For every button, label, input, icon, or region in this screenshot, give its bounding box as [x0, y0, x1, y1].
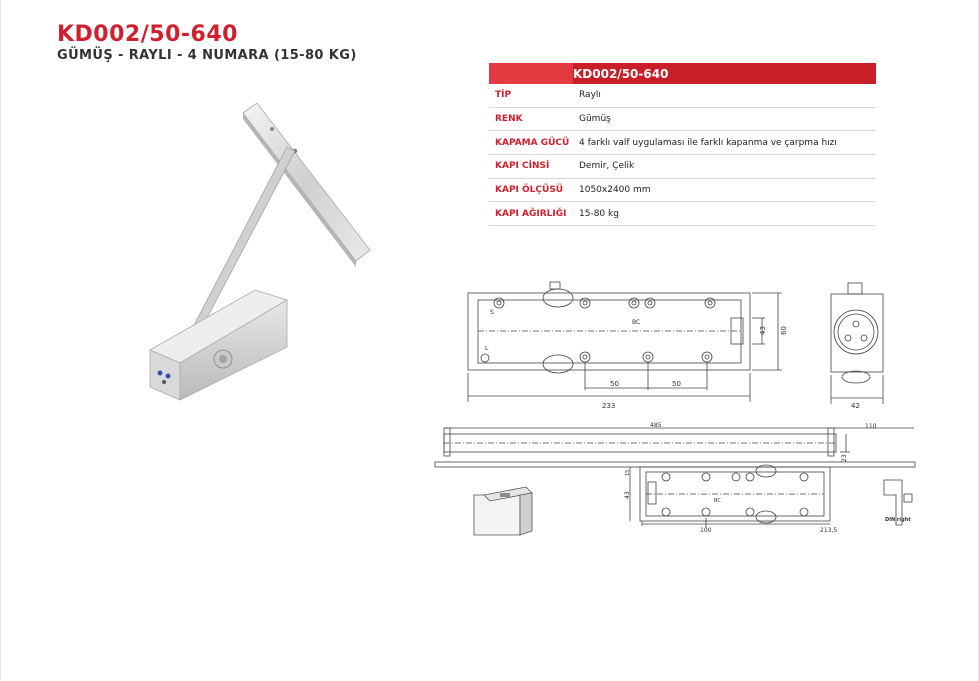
spec-label: KAPI AĞIRLIĞI	[489, 202, 573, 226]
rail-dim-length: 485	[650, 422, 662, 429]
front-label-bc: BC	[632, 319, 641, 326]
rail-dim-body-h: 43	[624, 491, 631, 499]
spec-value: Gümüş	[573, 107, 876, 131]
spec-table	[489, 63, 876, 226]
spec-table-header	[489, 63, 876, 84]
rail-label-din-right: DIN right	[885, 517, 911, 523]
spec-label: TİP	[489, 84, 573, 107]
spec-row-closing-force	[489, 131, 876, 155]
spec-label: KAPAMA GÜCÜ	[489, 131, 573, 155]
spec-row-door-weight	[489, 202, 876, 226]
spec-label: KAPI CİNSİ	[489, 155, 573, 179]
spec-value: Demir, Çelik	[573, 155, 876, 179]
front-drawing-labels	[462, 278, 802, 413]
front-label-s: S	[490, 309, 494, 316]
front-dim-spacing-2: 50	[672, 380, 681, 388]
rail-dim-offset: 110	[865, 423, 877, 430]
spec-value: Raylı	[573, 84, 876, 107]
spec-value: 1050x2400 mm	[573, 178, 876, 202]
rail-label-bc: BC	[714, 498, 721, 504]
spec-row-color	[489, 107, 876, 131]
rail-dim-height: 23	[841, 454, 848, 462]
spec-row-door-size	[489, 178, 876, 202]
spec-value: 4 farklı valf uygulaması ile farklı kapanma ve çarpma hızı	[573, 131, 876, 155]
front-label-l: L	[485, 345, 489, 352]
front-dim-height-inner: 43	[759, 326, 767, 335]
front-dim-spacing-1: 50	[610, 380, 619, 388]
spec-value: 15-80 kg	[573, 202, 876, 226]
product-subtitle: GÜMÜŞ - RAYLI - 4 NUMARA (15-80 KG)	[57, 48, 357, 63]
spec-label: RENK	[489, 107, 573, 131]
rail-dim-distance: 100	[700, 527, 712, 534]
front-dim-width: 233	[602, 402, 616, 410]
front-dim-height-outer: 60	[780, 326, 788, 335]
spec-row-type	[489, 84, 876, 107]
rail-dim-end: 213,5	[820, 527, 838, 534]
product-title: KD002/50-640	[57, 22, 238, 47]
spec-row-door-type	[489, 155, 876, 179]
spec-header-spacer	[489, 63, 573, 84]
side-drawing-labels	[826, 280, 886, 410]
product-image	[135, 95, 385, 405]
spec-label: KAPI ÖLÇÜSÜ	[489, 178, 573, 202]
side-dim-depth: 42	[851, 402, 860, 410]
rail-dim-small-h: 15	[625, 469, 631, 476]
spec-header-title: KD002/50-640	[573, 63, 876, 84]
bracket-image	[470, 485, 540, 537]
